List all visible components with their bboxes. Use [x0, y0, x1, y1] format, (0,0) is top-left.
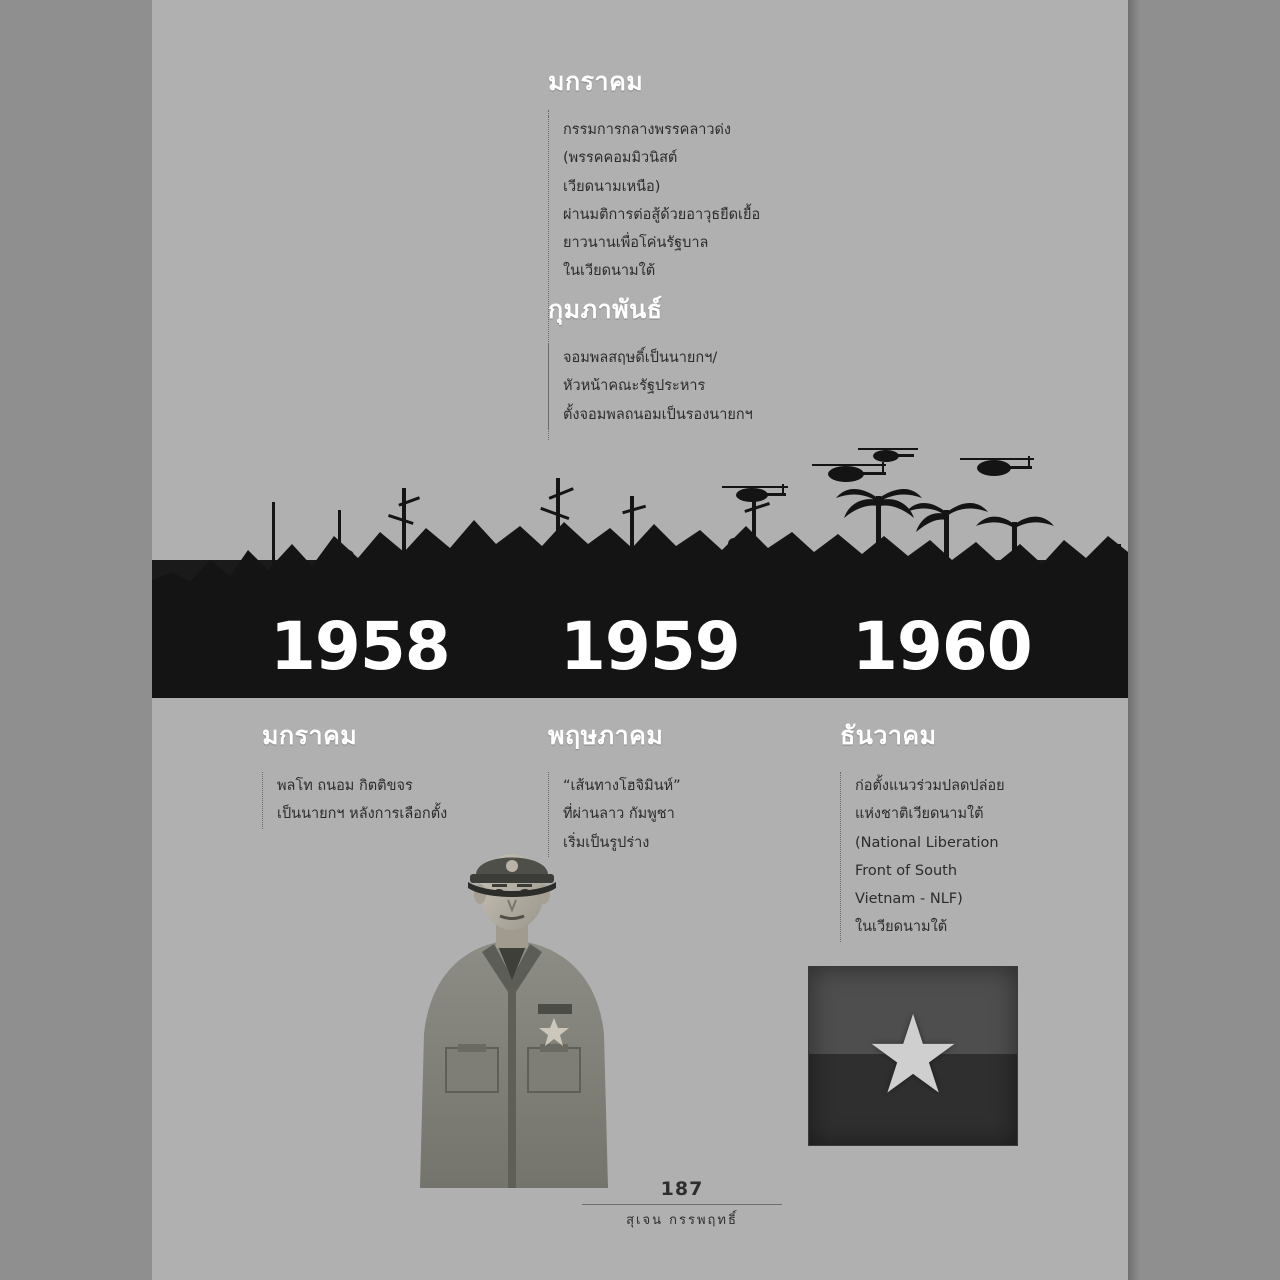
entry-line: ในเวียดนามใต้: [855, 919, 948, 936]
nlf-flag-image: [808, 966, 1018, 1146]
author-name: สุเจน กรรพฤทธิ์: [626, 1213, 738, 1228]
entry-line: ที่ผ่านลาว กัมพูชา: [563, 806, 675, 823]
entry-month-label: มกราคม: [548, 67, 644, 96]
entry-line: พลโท ถนอม กิตติขจร: [277, 778, 413, 794]
entry-body: [840, 772, 1090, 942]
entry-line: Vietnam - NLF): [855, 891, 963, 908]
page-footer: [582, 1178, 782, 1230]
entry-month-label: พฤษภาคม: [548, 721, 664, 750]
entry-line: จอมพลสฤษดิ์เป็นนายกฯ/: [563, 350, 718, 366]
page-edge-shadow: [1128, 0, 1140, 1280]
entry-line: หัวหน้าคณะรัฐประหาร: [563, 378, 706, 395]
entry-line: เริ่มเป็นรูปร่าง: [563, 834, 650, 851]
entry-1958-january-lower: [262, 716, 512, 829]
entry-body: [548, 116, 848, 286]
entry-1960-december: [840, 716, 1090, 942]
entry-line: ยาวนานเพื่อโค่นรัฐบาล: [563, 235, 709, 252]
entry-line: ในเวียดนามใต้: [563, 263, 656, 280]
book-page: [152, 0, 1128, 1280]
entry-body: [262, 772, 512, 829]
year-label-1959: 1959: [560, 608, 740, 685]
portrait-illustration: [412, 848, 612, 1188]
entry-line: (พรรคคอมมิวนิสต์: [563, 150, 678, 167]
entry-line: “เส้นทางโฮจิมินห์”: [563, 778, 681, 794]
entry-line: เวียดนามเหนือ): [563, 178, 661, 195]
entry-line: ก่อตั้งแนวร่วมปลดปล่อย: [855, 778, 1005, 794]
entry-1958-january: [548, 62, 848, 286]
star-icon: ★: [864, 993, 962, 1118]
entry-1959-february: [548, 290, 868, 429]
entry-line: แห่งชาติเวียดนามใต้: [855, 806, 984, 823]
entry-month-label: กุมภาพันธ์: [548, 295, 663, 324]
entry-line: เป็นนายกฯ หลังการเลือกตั้ง: [277, 806, 448, 823]
page-number: 187: [660, 1178, 704, 1200]
entry-line: Front of South: [855, 862, 958, 879]
year-label-1960: 1960: [852, 608, 1032, 685]
year-row: [152, 608, 1128, 688]
portrait-photo: [412, 848, 612, 1188]
entry-line: (National Liberation: [855, 834, 999, 851]
entry-line: ผ่านมติการต่อสู้ด้วยอาวุธยืดเยื้อ: [563, 206, 761, 223]
year-label-1958: 1958: [270, 608, 450, 685]
entry-body: [548, 344, 868, 429]
entry-body: [548, 772, 788, 857]
entry-month-label: มกราคม: [262, 721, 358, 750]
entry-month-label: ธันวาคม: [840, 721, 937, 750]
entry-line: ตั้งจอมพลถนอมเป็นรองนายกฯ: [563, 406, 753, 423]
entry-line: กรรมการกลางพรรคลาวด่ง: [563, 122, 732, 138]
entry-1959-may: [548, 716, 788, 857]
footer-divider: [582, 1204, 782, 1205]
